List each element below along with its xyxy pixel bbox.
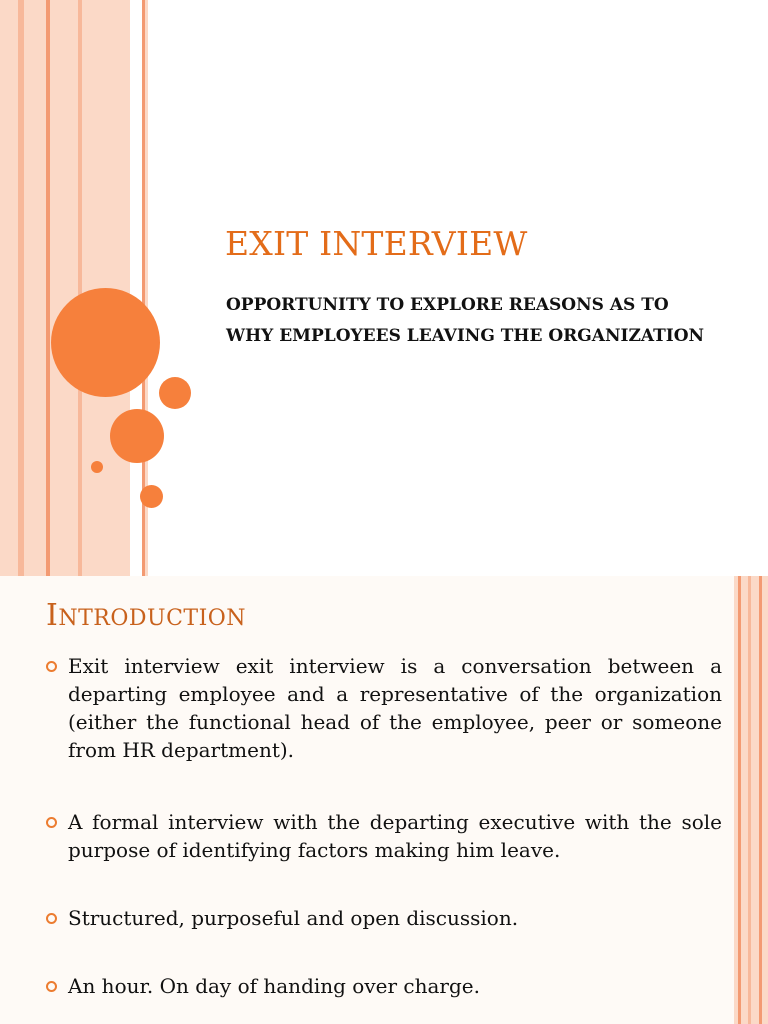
section-title-rest: NTRODUCTION [58, 606, 247, 631]
list-item-text: Structured, purposeful and open discussion. [68, 906, 519, 930]
subtitle-line: WHY EMPLOYEES LEAVING THE ORGANIZATION [226, 326, 705, 346]
subtitle-line: OPPORTUNITY TO EXPLORE REASONS AS TO [226, 295, 669, 315]
decorative-circle-icon [51, 288, 160, 397]
bullet-ring-icon [46, 661, 57, 672]
decor-stripe [762, 576, 768, 1024]
decor-stripe [130, 0, 142, 576]
decor-stripe [0, 0, 18, 576]
list-item-text: An hour. On day of handing over charge. [68, 974, 480, 998]
list-item [46, 652, 722, 764]
list-item [46, 904, 722, 932]
bullet-ring-icon [46, 913, 57, 924]
list-item [46, 808, 722, 864]
slide-subtitle [226, 290, 746, 352]
decorative-circle-icon [91, 461, 103, 473]
section-title-initial: I [46, 598, 59, 633]
decorative-circle-icon [159, 377, 191, 409]
bullet-ring-icon [46, 981, 57, 992]
section-title [46, 598, 246, 633]
bullet-ring-icon [46, 817, 57, 828]
list-item-text: A formal interview with the departing executive with the sole purpose of identifying factors making him leave. [68, 810, 722, 862]
decor-stripe [751, 576, 759, 1024]
decor-stripe [50, 0, 78, 576]
decorative-circle-icon [140, 485, 163, 508]
bullet-list [46, 652, 722, 1000]
decor-stripe [741, 576, 748, 1024]
decorative-circle-icon [110, 409, 164, 463]
list-item [46, 972, 722, 1000]
content-slide [0, 576, 768, 1024]
list-item-text: Exit interview exit interview is a conversation between a departing employee and a representative of the organization (either the functional head of the employee, peer or someone from HR department). [68, 654, 722, 762]
slide-title: EXIT INTERVIEW [225, 224, 528, 263]
decor-stripe [24, 0, 46, 576]
